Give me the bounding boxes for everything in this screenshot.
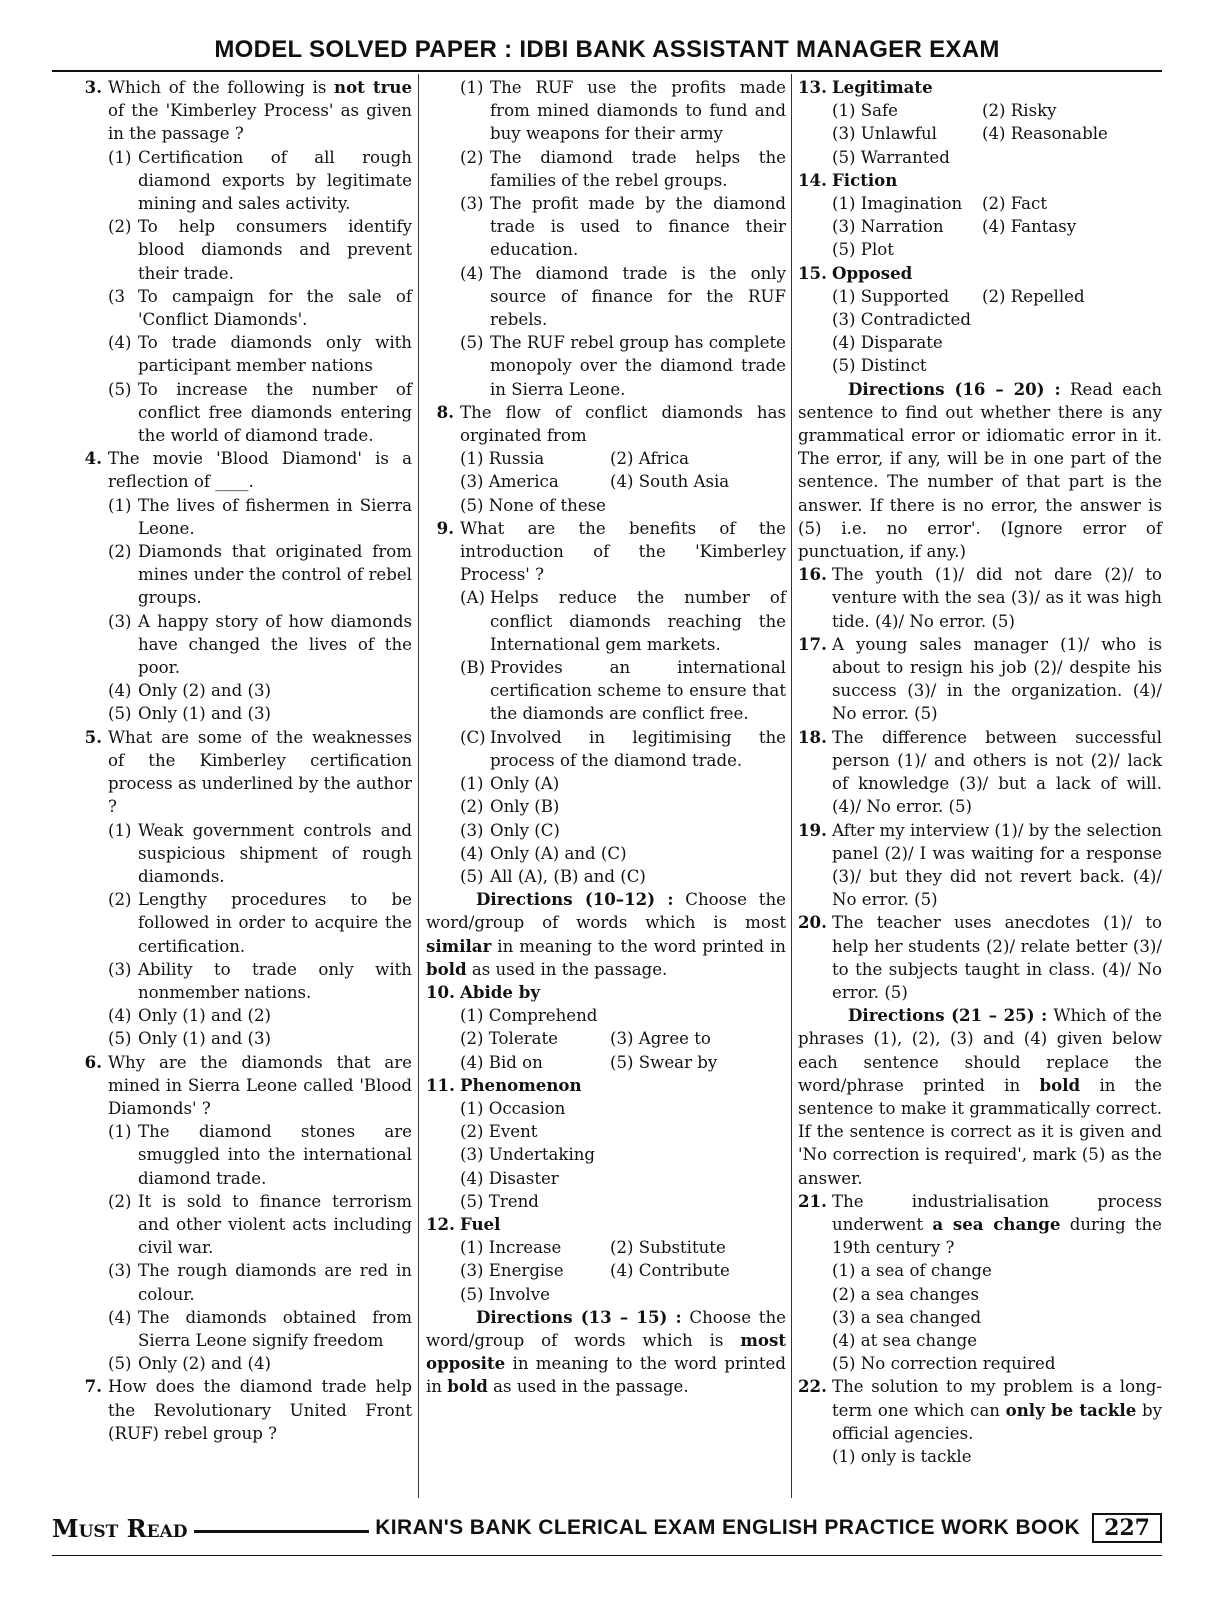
directions-21-25: Directions (21 – 25) : Which of the phrases (1), (2), (3) and (4) given below each sentence should replace the word/phrase printed in bold in the sentence to make it grammatically correct. If the sentence is correct as it is given and 'No correction is required', mark (5) as the answer. bbox=[798, 1005, 1162, 1188]
option-pair: (3) America (4) South Asia bbox=[460, 472, 730, 492]
question-5: 5. What are some of the weaknesses of the Kimberley certification process as underlined by the author ? bbox=[84, 726, 412, 817]
directions-13-15: Directions (13 – 15) : Choose the word/group of words which is most opposite in meaning to the word printed in bold as used in the passage. bbox=[426, 1306, 786, 1397]
option: (5) The RUF rebel group has complete monopoly over the diamond trade in Sierra Leone. bbox=[460, 333, 786, 399]
question-10: 10. Abide by bbox=[426, 981, 540, 1002]
option: (1) only is tackle bbox=[832, 1446, 972, 1466]
option-pair: (3) Energise (4) Contribute bbox=[460, 1261, 730, 1281]
question-17: 17. A young sales manager (1)/ who is about to resign his job (2)/ despite his success (3)/ in the organization. (4)/ No error. (5) bbox=[798, 633, 1162, 724]
q14-options bbox=[798, 192, 1162, 238]
q13-options bbox=[798, 99, 1162, 145]
question-3: 3. Which of the following is not true of the 'Kimberley Process' as given in the passage ? bbox=[84, 77, 413, 144]
option: (4) at sea change bbox=[832, 1330, 978, 1350]
question-14: 14. Fiction bbox=[798, 169, 898, 190]
option: (2) Lengthy procedures to be followed in order to acquire the certification. bbox=[108, 890, 412, 956]
option: (A) Helps reduce the number of conflict diamonds reaching the International gem markets. bbox=[460, 588, 786, 654]
question-21: 21. The industrialisation process underwent a sea change during the 19th century ? bbox=[798, 1190, 1162, 1258]
option: (2) To help consumers identify blood diamonds and prevent their trade. bbox=[108, 217, 412, 283]
question-9: 9. What are the benefits of the introduction of the 'Kimberley Process' ? bbox=[436, 517, 786, 585]
option: (4) Only (A) and (C) bbox=[460, 843, 627, 863]
column-divider bbox=[418, 74, 419, 1498]
question-7: 7. How does the diamond trade help the Revolutionary United Front (RUF) rebel group ? bbox=[84, 1376, 412, 1443]
column-divider bbox=[791, 74, 792, 1498]
option: (2) It is sold to finance terrorism and other violent acts including civil war. bbox=[108, 1191, 412, 1258]
page-number: 227 bbox=[1092, 1513, 1162, 1543]
q21-options bbox=[798, 1259, 1162, 1375]
option: (5) Only (1) and (3) bbox=[108, 1029, 272, 1049]
question-13: 13. Legitimate bbox=[798, 77, 933, 97]
q11-options bbox=[426, 1097, 786, 1213]
option: (2) The diamond trade helps the families of the rebel groups. bbox=[460, 147, 786, 190]
option: (B) Provides an international certification scheme to ensure that the diamonds are conflict free. bbox=[460, 658, 786, 724]
option: (4) Only (2) and (3) bbox=[108, 681, 272, 701]
option: (3) The rough diamonds are red in colour. bbox=[108, 1261, 412, 1304]
question-22: 22. The solution to my problem is a long-term one which can only be tackle by official agencies. bbox=[798, 1376, 1162, 1443]
option: (3 To campaign for the sale of 'Conflict Diamonds'. bbox=[108, 286, 412, 330]
q10-option-pairs bbox=[426, 1027, 786, 1073]
question-8: 8. The flow of conflict diamonds has orginated from bbox=[436, 401, 786, 446]
q14-last-option: (5) Plot bbox=[832, 240, 894, 260]
option: (4) Disaster bbox=[460, 1168, 559, 1188]
option: (C) Involved in legitimising the process of the diamond trade. bbox=[460, 727, 786, 770]
option: (5) Only (1) and (3) bbox=[108, 704, 272, 724]
q4-options bbox=[74, 494, 412, 726]
question-15: 15. Opposed bbox=[798, 262, 913, 283]
option: (4) Disparate bbox=[832, 333, 943, 353]
option-pair: (1) Supported (2) Repelled bbox=[832, 286, 1085, 306]
option-pair: (3) Unlawful (4) Reasonable bbox=[832, 124, 1108, 144]
option: (1) Only (A) bbox=[460, 774, 560, 794]
option: (3) Undertaking bbox=[460, 1145, 596, 1165]
question-4: 4. The movie 'Blood Diamond' is a reflection of ____. bbox=[84, 448, 412, 492]
must-read-label: Must Read bbox=[52, 1513, 188, 1543]
question-20: 20. The teacher uses anecdotes (1)/ to help her students (2)/ relate better (3)/ to the subjects taught in class. (4)/ No error. (5) bbox=[798, 912, 1162, 1002]
directions-10-12: Directions (10–12) : Choose the word/group of words which is most similar in meaning to the word printed in bold as used in the passage. bbox=[426, 889, 786, 979]
question-11: 11. Phenomenon bbox=[426, 1074, 582, 1095]
q8-options bbox=[426, 447, 786, 493]
q9-options bbox=[426, 586, 786, 888]
option: (1) Weak government controls and suspicious shipment of rough diamonds. bbox=[108, 820, 412, 886]
q6-options bbox=[74, 1120, 412, 1375]
q3-options bbox=[74, 146, 412, 448]
option-pair: (1) Imagination (2) Fact bbox=[832, 194, 1048, 214]
option: (1) Occasion bbox=[460, 1098, 566, 1118]
q12-options bbox=[426, 1236, 786, 1282]
option: (1) The diamond stones are smuggled into the international diamond trade. bbox=[108, 1122, 412, 1188]
option: (4) The diamonds obtained from Sierra Leone signify freedom bbox=[108, 1307, 412, 1350]
option: (2) Only (B) bbox=[460, 797, 560, 817]
option-pair: (1) Russia (2) Africa bbox=[460, 449, 690, 469]
question-6: 6. Why are the diamonds that are mined in Sierra Leone called 'Blood Diamonds' ? bbox=[84, 1051, 412, 1118]
option-pair: (1) Safe (2) Risky bbox=[832, 101, 1057, 121]
option: (4) To trade diamonds only with participant member nations bbox=[108, 333, 412, 376]
option: (1) a sea of change bbox=[832, 1261, 992, 1281]
option: (1) Comprehend bbox=[460, 1006, 598, 1026]
q15-option-pairs bbox=[798, 285, 1162, 308]
q8-last-option: (5) None of these bbox=[460, 495, 606, 515]
q10-options bbox=[426, 1004, 786, 1027]
page-header: MODEL SOLVED PAPER : IDBI BANK ASSISTANT MANAGER EXAM bbox=[214, 36, 1000, 63]
column-3 bbox=[798, 76, 1162, 1468]
option: (1) The lives of fishermen in Sierra Leone. bbox=[108, 495, 412, 538]
option: (5) To increase the number of conflict free diamonds entering the world of diamond trade. bbox=[108, 379, 412, 446]
q12-last-option: (5) Involve bbox=[460, 1284, 550, 1304]
option: (5) Distinct bbox=[832, 356, 927, 376]
footer-line bbox=[194, 1530, 370, 1533]
question-16: 16. The youth (1)/ did not dare (2)/ to venture with the sea (3)/ as it was high tide. (4)/ No error. (5) bbox=[798, 564, 1162, 631]
option: (4) Only (1) and (2) bbox=[108, 1006, 272, 1026]
q22-options bbox=[798, 1445, 1162, 1468]
option: (3) Ability to trade only with nonmember nations. bbox=[108, 959, 412, 1002]
q5-options bbox=[74, 819, 412, 1051]
question-19: 19. After my interview (1)/ by the selection panel (2)/ I was waiting for a response (3)/ but they did not revert back. (4)/ No error. (5) bbox=[798, 819, 1162, 910]
option-pair: (2) Tolerate (3) Agree to bbox=[460, 1029, 711, 1049]
option: (5) No correction required bbox=[832, 1354, 1056, 1374]
option: (2) Event bbox=[460, 1122, 538, 1142]
page-footer bbox=[52, 1508, 1162, 1548]
option-pair: (1) Increase (2) Substitute bbox=[460, 1238, 726, 1258]
option: (1) Certification of all rough diamond exports by legitimate mining and sales activity. bbox=[108, 147, 412, 214]
option-pair: (4) Bid on (5) Swear by bbox=[460, 1052, 718, 1072]
option-pair: (3) Narration (4) Fantasy bbox=[832, 217, 1077, 237]
option: (3) A happy story of how diamonds have changed the lives of the poor. bbox=[108, 611, 412, 678]
option: (4) The diamond trade is the only source of finance for the RUF rebels. bbox=[460, 263, 786, 330]
question-18: 18. The difference between successful person (1)/ and others is not (2)/ lack of knowledge (3)/ but a lack of will. (4)/ No error. (5) bbox=[798, 726, 1162, 817]
book-title: KIRAN'S BANK CLERICAL EXAM ENGLISH PRACTICE WORK BOOK bbox=[375, 1516, 1081, 1539]
option: (5) Only (2) and (4) bbox=[108, 1354, 272, 1374]
question-12: 12. Fuel bbox=[426, 1213, 501, 1234]
directions-16-20: Directions (16 – 20) : Read each sentence to find out whether there is any grammatical error or idiomatic error in it. The error, if any, will be in one part of the sentence. The number of that part is the answer. If there is no error, the answer is (5) i.e. no error'. (Ignore error of punctuation, if any.) bbox=[798, 378, 1162, 562]
q13-last-option: (5) Warranted bbox=[832, 147, 950, 167]
option: (2) a sea changes bbox=[832, 1284, 979, 1304]
option: (1) The RUF use the profits made from mined diamonds to fund and buy weapons for their army bbox=[460, 78, 786, 144]
option: (3) Only (C) bbox=[460, 820, 560, 840]
option: (3) The profit made by the diamond trade is used to finance their education. bbox=[460, 194, 786, 260]
column-2 bbox=[426, 76, 786, 1399]
header-rule bbox=[52, 70, 1162, 72]
q7-options bbox=[426, 76, 786, 401]
q15-options bbox=[798, 308, 1162, 378]
footer-rule bbox=[52, 1555, 1162, 1556]
column-1 bbox=[74, 76, 412, 1445]
option: (3) Contradicted bbox=[832, 310, 971, 330]
option: (5) All (A), (B) and (C) bbox=[460, 866, 646, 886]
option: (3) a sea changed bbox=[832, 1307, 982, 1327]
option: (2) Diamonds that originated from mines under the control of rebel groups. bbox=[108, 542, 412, 608]
option: (5) Trend bbox=[460, 1191, 539, 1211]
